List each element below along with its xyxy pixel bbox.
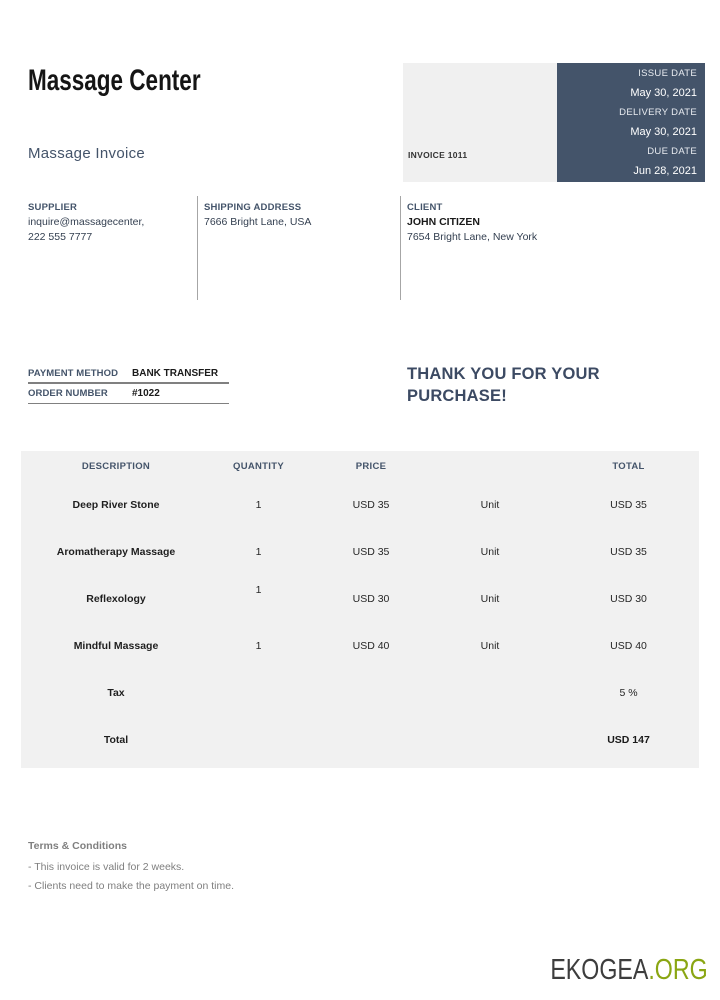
item-total: USD 40 — [610, 639, 647, 652]
total-row — [21, 716, 699, 763]
item-price: USD 35 — [352, 545, 390, 558]
client-block — [407, 201, 537, 245]
dates-box — [557, 63, 705, 182]
company-name: Massage Center — [28, 64, 201, 97]
brand-suffix: .ORG — [648, 954, 708, 986]
shipping-address: 7666 Bright Lane, USA — [204, 216, 312, 228]
delivery-date-value: May 30, 2021 — [630, 125, 697, 138]
item-quantity: 1 — [255, 583, 262, 596]
issue-date-label: ISSUE DATE — [638, 68, 697, 79]
terms-block — [28, 838, 234, 896]
order-number-label: ORDER NUMBER — [28, 388, 108, 399]
header-quantity: QUANTITY — [233, 460, 284, 472]
item-price: USD 30 — [352, 592, 390, 605]
shipping-block — [204, 201, 311, 230]
payment-method-label: PAYMENT METHOD — [28, 367, 119, 379]
terms-item: - This invoice is valid for 2 weeks. — [28, 861, 185, 873]
item-quantity: 1 — [255, 639, 262, 652]
item-quantity: 1 — [255, 545, 262, 558]
payment-method-value: BANK TRANSFER — [132, 367, 219, 379]
item-total: USD 35 — [610, 498, 647, 511]
item-unit: Unit — [480, 498, 500, 511]
item-unit: Unit — [480, 545, 500, 558]
brand-name: EKOGEA — [550, 954, 649, 986]
order-number-value: #1022 — [132, 388, 160, 399]
document-title: Massage Invoice — [28, 145, 146, 162]
item-quantity: 1 — [255, 498, 262, 511]
item-total: USD 30 — [610, 592, 647, 605]
header-price: PRICE — [355, 460, 387, 472]
header-total: TOTAL — [612, 460, 645, 472]
total-label: Total — [103, 733, 129, 746]
supplier-label: SUPPLIER — [28, 202, 78, 213]
client-address: 7654 Bright Lane, New York — [407, 231, 538, 243]
supplier-phone: 222 555 7777 — [28, 231, 93, 243]
tax-label: Tax — [107, 686, 125, 699]
item-description: Reflexology — [86, 592, 146, 605]
header-description: DESCRIPTION — [81, 460, 151, 472]
item-unit: Unit — [480, 592, 500, 605]
client-label: CLIENT — [407, 202, 443, 213]
supplier-block — [28, 201, 144, 245]
item-price: USD 35 — [352, 498, 390, 511]
table-row — [21, 528, 699, 575]
due-date-value: Jun 28, 2021 — [633, 164, 697, 177]
payment-method-row — [28, 364, 229, 384]
invoice-number-box — [403, 63, 557, 182]
item-description: Aromatherapy Massage — [56, 545, 176, 558]
terms-item: - Clients need to make the payment on time. — [28, 880, 235, 892]
item-total: USD 35 — [610, 545, 647, 558]
delivery-date-label: DELIVERY DATE — [619, 107, 697, 118]
item-unit: Unit — [480, 639, 500, 652]
brand-logo — [551, 954, 708, 987]
thank-you-message: THANK YOU FOR YOUR PURCHASE! — [407, 365, 600, 405]
items-table — [21, 451, 699, 768]
column-divider — [400, 196, 401, 300]
table-row — [21, 575, 699, 622]
tax-value: 5 % — [619, 686, 638, 699]
tax-row — [21, 669, 699, 716]
item-description: Deep River Stone — [72, 498, 160, 511]
item-description: Mindful Massage — [73, 639, 159, 652]
supplier-email: inquire@massagecenter, — [28, 216, 145, 228]
due-date-label: DUE DATE — [647, 146, 697, 157]
shipping-label: SHIPPING ADDRESS — [204, 202, 302, 213]
table-row — [21, 622, 699, 669]
terms-title: Terms & Conditions — [28, 840, 127, 852]
invoice-number: INVOICE 1011 — [408, 150, 468, 160]
issue-date-value: May 30, 2021 — [630, 86, 697, 99]
table-header-row — [21, 451, 699, 481]
item-price: USD 40 — [352, 639, 390, 652]
payment-info-table — [28, 364, 229, 404]
column-divider — [197, 196, 198, 300]
total-value: USD 147 — [607, 733, 650, 746]
client-name: JOHN CITIZEN — [407, 216, 480, 228]
order-number-row — [28, 384, 229, 404]
table-row — [21, 481, 699, 528]
